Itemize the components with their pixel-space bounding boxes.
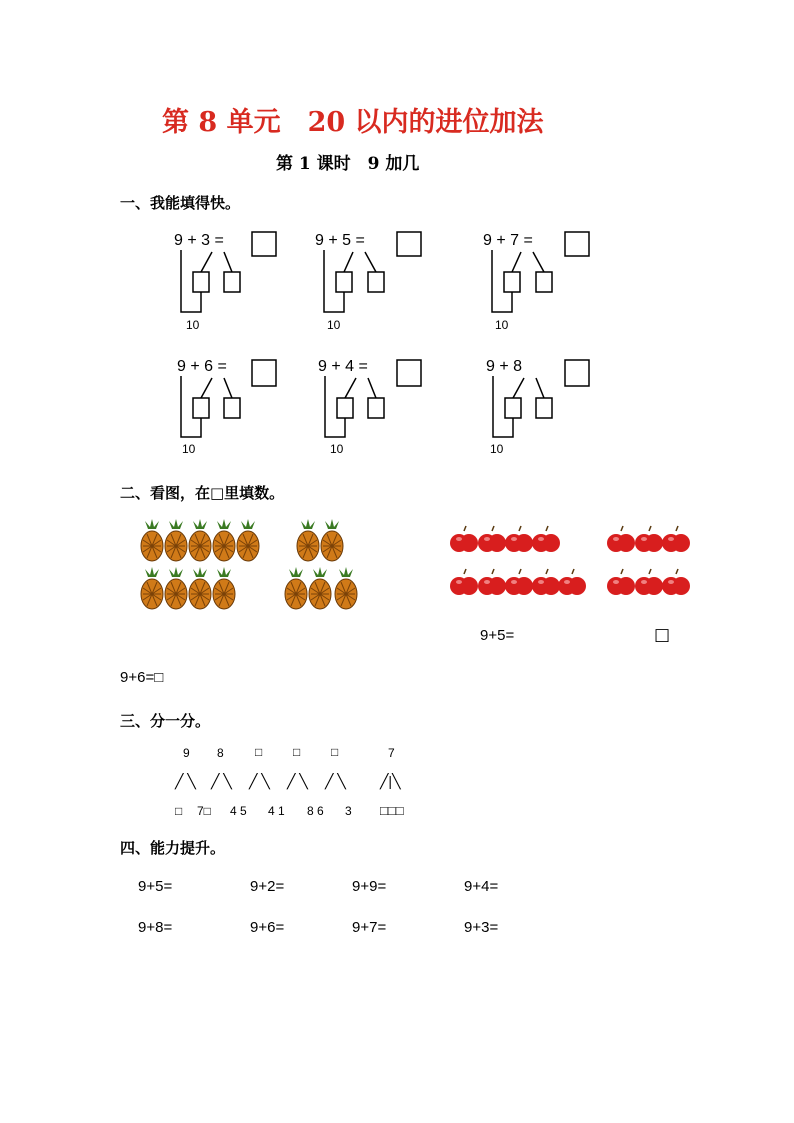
split-top: 9	[183, 746, 190, 760]
ten-label: 10	[330, 442, 344, 456]
pineapple-equation: 9+6=□	[120, 669, 164, 686]
split-box[interactable]	[224, 398, 240, 418]
section4-heading: 四、能力提升。	[120, 839, 226, 857]
practice-equation: 9+8=	[138, 919, 173, 936]
problem-expression: 9 + 5 =	[315, 232, 365, 249]
split-branch: ╱ ╲	[249, 773, 270, 789]
split-bottom-boxes[interactable]: □□□	[380, 803, 404, 818]
split-top: 8	[217, 746, 224, 760]
split-bottom: 4 1	[268, 804, 285, 818]
section3-heading: 三、分一分。	[120, 712, 211, 730]
answer-box[interactable]	[397, 232, 421, 256]
split-box[interactable]	[224, 272, 240, 292]
split-diagrams	[0, 0, 794, 480]
answer-box[interactable]	[252, 360, 276, 386]
problem-expression: 9 + 8	[486, 358, 523, 375]
split-box[interactable]	[337, 398, 353, 418]
practice-equation: 9+6=	[250, 919, 285, 936]
split-box[interactable]	[193, 398, 209, 418]
split-branch: ╱|╲	[380, 773, 401, 789]
answer-box[interactable]	[252, 232, 276, 256]
problem-expression: 9 + 3 =	[174, 232, 224, 249]
problem-expression: 9 + 4 =	[318, 358, 368, 375]
ten-label: 10	[186, 318, 200, 332]
apple-answer-box[interactable]: □	[654, 625, 671, 645]
split-box[interactable]	[368, 272, 384, 292]
lesson-subtitle: 第 1 课时 9 加几	[276, 154, 420, 174]
split-top: 7	[388, 746, 395, 760]
split-box[interactable]	[504, 272, 520, 292]
split-top-box[interactable]: □	[293, 745, 301, 759]
split-branch: ╱ ╲	[325, 773, 346, 789]
split-branch: ╱ ╲	[175, 773, 196, 789]
split-bottom: 8 6	[307, 804, 324, 818]
practice-equation: 9+7=	[352, 919, 387, 936]
practice-equation: 9+5=	[138, 878, 173, 895]
split-branch: ╱ ╲	[287, 773, 308, 789]
ten-label: 10	[495, 318, 509, 332]
practice-equation: 9+9=	[352, 878, 387, 895]
apple-equation: 9+5=	[480, 627, 515, 644]
problem-expression: 9 + 6 =	[177, 358, 227, 375]
answer-box[interactable]	[397, 360, 421, 386]
split-bottom: 7□	[197, 804, 211, 818]
section2-heading: 二、看图，在□里填数。	[120, 484, 285, 502]
apple-picture	[444, 516, 704, 616]
split-box[interactable]	[193, 272, 209, 292]
practice-equation: 9+3=	[464, 919, 499, 936]
section1-heading: 一、我能填得快。	[120, 194, 241, 212]
practice-equation: 9+4=	[464, 878, 499, 895]
practice-equation: 9+2=	[250, 878, 285, 895]
split-branch: ╱ ╲	[211, 773, 232, 789]
ten-label: 10	[490, 442, 504, 456]
split-bottom: 3	[345, 804, 352, 818]
split-box[interactable]	[505, 398, 521, 418]
answer-box[interactable]	[565, 360, 589, 386]
split-bottom: 4 5	[230, 804, 247, 818]
pineapple-picture	[120, 512, 370, 616]
ten-label: 10	[182, 442, 196, 456]
split-box[interactable]	[536, 398, 552, 418]
split-top-box[interactable]: □	[255, 745, 263, 759]
apple-row-top	[450, 526, 690, 552]
apple-row-bottom	[450, 569, 690, 595]
pineapple-row-top	[141, 519, 343, 561]
split-bottom-box[interactable]: □	[175, 804, 183, 818]
split-box[interactable]	[536, 272, 552, 292]
page-title: 第 8 单元 20 以内的进位加法	[162, 107, 544, 138]
ten-label: 10	[327, 318, 341, 332]
split-box[interactable]	[336, 272, 352, 292]
problem-expression: 9 + 7 =	[483, 232, 533, 249]
answer-box[interactable]	[565, 232, 589, 256]
split-top-box[interactable]: □	[331, 745, 339, 759]
pineapple-row-bottom	[141, 567, 357, 609]
split-box[interactable]	[368, 398, 384, 418]
